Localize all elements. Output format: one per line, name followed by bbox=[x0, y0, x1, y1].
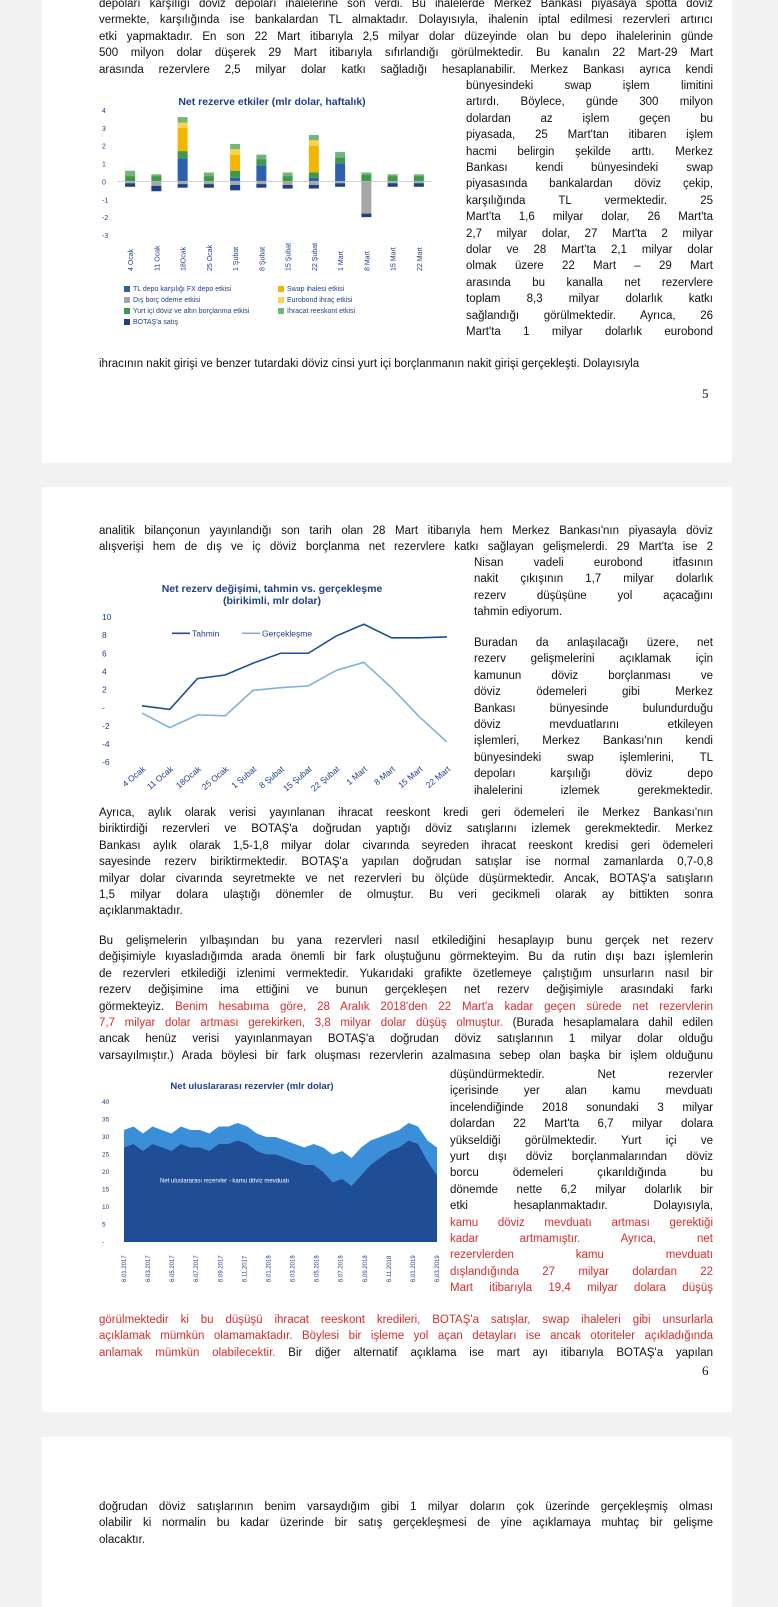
y-tick-label: 3 bbox=[102, 125, 106, 133]
bar-segment bbox=[309, 173, 319, 178]
text-line: toplam 8,3 milyar dolarlık katkı bbox=[466, 293, 713, 306]
bar-segment bbox=[361, 174, 371, 181]
text-line: biriktirdiği rezervleri ve BOTAŞ'a doğrudan yaptığı döviz satışlarını izlemek gerekmektedir. Merkez bbox=[99, 823, 713, 836]
x-tick-label: 4 Ocak bbox=[128, 248, 136, 271]
bar-segment bbox=[256, 165, 266, 181]
text-line: olmak üzere 22 Mart – 29 Mart bbox=[466, 260, 713, 273]
text-line: doğrudan döviz satışlarının benim varsaydığım gibi 1 milyar doların çok üzerinde gerçekleşmiş olması bbox=[99, 1501, 713, 1513]
bar-segment bbox=[230, 155, 240, 171]
page6-right-column-c bbox=[450, 1067, 713, 1297]
bar-segment bbox=[230, 181, 240, 185]
x-tick-label: 1 Mart bbox=[344, 763, 370, 788]
x-tick-label: 15 Mart bbox=[396, 763, 425, 791]
legend-swatch bbox=[278, 308, 284, 314]
text-line: Mart itibarıyla 19,4 milyar dolara düşüş bbox=[450, 1282, 713, 1295]
bar-segment bbox=[335, 164, 345, 182]
page-6 bbox=[42, 487, 732, 1412]
page6-right-column-a bbox=[474, 555, 713, 621]
text-line: depoları karşılığı döviz depoları ihalelerine son verdi. Bu ihalelerde Merkez Bankası piyasaya spotta döviz bbox=[99, 0, 713, 10]
text-line: kadar artmamıştır. Ayrıca, net bbox=[450, 1233, 713, 1246]
text-line: 2,7 milyar dolar, 27 Mart'ta 2 milyar bbox=[466, 227, 713, 240]
x-tick-label: 18Ocak bbox=[180, 246, 188, 271]
legend-swatch bbox=[278, 286, 284, 292]
x-tick-label: 1 Şubat bbox=[229, 763, 259, 791]
x-tick-label: 6.01.2018 bbox=[266, 1255, 273, 1282]
bar-segment bbox=[125, 171, 135, 176]
text-line: dışlandığında 27 milyar dolardan 22 bbox=[450, 1265, 713, 1278]
page-number: 5 bbox=[702, 386, 709, 401]
text-line: rezerv gelişmelerini açıklamak için bbox=[474, 653, 713, 666]
x-tick-label: 6.01.2017 bbox=[122, 1255, 128, 1282]
text-line: alışverişi hem de dış ve iç döviz borçlanma net rezervlere katkı sağlayan gelişmelerdi. 29 Mart'ta ise 2 bbox=[99, 541, 713, 554]
text-line: yükseldiği görülmektedir. Yurt içi ve bbox=[450, 1134, 713, 1147]
text-fragment: Bir diğer alternatif açıklama ise mart ayı itibarıyla BOTAŞ'a yapılan bbox=[275, 1346, 713, 1359]
x-tick-label: 6.09.2018 bbox=[362, 1255, 369, 1282]
bar-segment bbox=[414, 176, 424, 181]
bar-segment bbox=[178, 181, 188, 184]
y-tick-label: 4 bbox=[102, 108, 106, 115]
page6-paragraph-1 bbox=[99, 805, 713, 920]
y-tick-label: 20 bbox=[102, 1169, 110, 1176]
y-tick-label: 6 bbox=[102, 648, 107, 659]
bar-segment bbox=[283, 185, 293, 189]
text-line: ihracının nakit girişi ve benzer tutardaki döviz cinsi yurt içi borçlanmanın nakit girişi gerçekleşti. Dolayısıyla bbox=[99, 358, 640, 370]
text-line: döviz mevduatlarını etkileyen bbox=[474, 719, 713, 732]
legend-item bbox=[124, 317, 178, 329]
y-tick-label: 0 bbox=[102, 179, 106, 187]
text-line: Buradan da anlaşılacağı üzere, net bbox=[474, 637, 713, 649]
text-line: arasında rezervlere 2,5 milyar dolar katkı sağladığı hesaplanabilir. Merkez Bankası ayrıca kendi bbox=[99, 63, 713, 76]
text-line bbox=[99, 1015, 713, 1031]
page6-paragraph-2 bbox=[99, 933, 713, 1064]
x-tick-label: 6.07.2018 bbox=[338, 1255, 345, 1282]
text-line: dolar ve 28 Mart'ta 2,1 milyar dolar bbox=[466, 244, 713, 257]
x-tick-label: 15 Şubat bbox=[281, 763, 314, 794]
chart2-title-line: Net rezerv değişimi, tahmin vs. gerçekleşme bbox=[161, 583, 383, 595]
text-line: Ayrıca, aylık olarak verisi yayınlanan ihracat reeskont kredi geri ödemeleri ile Merkez Bankası'nın bbox=[99, 807, 713, 819]
text-fragment: Benim hesabıma göre, 28 Aralık 2018'den 22 Mart'a kadar geçen sürede net rezervlerin bbox=[175, 1000, 713, 1013]
bar-segment bbox=[388, 176, 398, 181]
legend-label: İhracat reeskont etkisi bbox=[287, 308, 356, 315]
legend-label: BOTAŞ'a satış bbox=[133, 319, 179, 326]
chart3-title: Net uluslararası rezervler (mlr dolar) bbox=[170, 1081, 334, 1092]
bar-segment bbox=[256, 159, 266, 165]
y-tick-label: -3 bbox=[102, 233, 109, 240]
bar-segment bbox=[178, 117, 188, 122]
x-tick-label: 22 Şubat bbox=[311, 242, 319, 271]
bar-segment bbox=[151, 181, 161, 185]
area-label-net: Net uluslararası rezervler - kamu döviz mevduatı bbox=[160, 1178, 290, 1185]
y-tick-label: 40 bbox=[102, 1099, 110, 1106]
bar-segment bbox=[335, 157, 345, 163]
y-tick-label: 4 bbox=[102, 666, 107, 677]
bar-segment bbox=[283, 181, 293, 185]
text-line: yurt dışı döviz borçlanmalarından döviz bbox=[450, 1151, 713, 1164]
text-line: rezerv değişimine ima ettiğini ve bunun gerçekleşen net rezerv değişimiyle arasındaki farkı bbox=[99, 984, 713, 997]
legend-item bbox=[278, 306, 355, 318]
y-tick-label: 35 bbox=[102, 1116, 110, 1124]
bar-segment bbox=[309, 185, 319, 189]
text-fragment: 7,7 milyar dolar artması gerekirken, 3,8 milyar dolar düşüş olmuştur. bbox=[99, 1017, 503, 1030]
text-line: açıklamak mümkün olamamaktadır. Böylesi bir işleme yol açan detayları ise ancak otoriteler açıkladığında bbox=[99, 1330, 713, 1343]
text-line: işlemleri, Merkez Bankası'nın kendi bbox=[474, 735, 713, 748]
bar-segment bbox=[256, 181, 266, 184]
text-fragment: anlamak mümkün olabilecektir. bbox=[99, 1346, 276, 1359]
text-line: varsayılmıştır.) Arada böylesi bir fark oluşması rezervlerin azalmasına sebep olan başka bir işlem olduğunu bbox=[99, 1049, 713, 1062]
bar-segment bbox=[151, 176, 161, 181]
text-fragment: (Burada hesaplamalara dahil edilen bbox=[503, 1017, 713, 1030]
bar-segment bbox=[178, 123, 188, 128]
text-line: rezervlerden kamu mevduatı bbox=[450, 1249, 713, 1262]
page5-top-paragraph bbox=[99, 0, 713, 78]
bar-segment bbox=[361, 214, 371, 218]
bar-segment bbox=[125, 176, 135, 181]
text-line: dolardan 22 Mart'ta 6,7 milyar dolara bbox=[450, 1118, 713, 1131]
text-line: borcu ödemeleri çıkarıldığında bu bbox=[450, 1167, 713, 1180]
text-line: rezerv düşüşüne yol açacağını bbox=[474, 589, 713, 602]
bar-segment bbox=[230, 149, 240, 154]
text-line: piyasada, 25 Mart'tan itibaren işlem bbox=[466, 129, 713, 142]
y-tick-label: - bbox=[102, 1239, 105, 1246]
bar-segment bbox=[178, 151, 188, 158]
page5-right-column bbox=[466, 78, 713, 341]
area-label-kamu: Kamu döviz mevduatı bbox=[317, 1122, 375, 1129]
x-tick-label: 6.01.2019 bbox=[410, 1255, 417, 1282]
bar-segment bbox=[204, 184, 214, 188]
text-line: Bankası aylık olarak 1,5-1,8 milyar dolar civarında seyreden ihracat reeskont kredisi geri ödemeleri bbox=[99, 839, 713, 852]
x-tick-label: 6.05.2018 bbox=[314, 1255, 321, 1282]
x-tick-label: 4 Ocak bbox=[120, 763, 148, 789]
text-line: dönemde nette 6,2 milyar dolarlık bir bbox=[450, 1183, 713, 1196]
bar-segment bbox=[230, 178, 240, 182]
legend-label: Eurobond ihraç etkisi bbox=[287, 297, 353, 304]
x-tick-label: 6.07.2017 bbox=[194, 1255, 201, 1282]
x-tick-label: 8 Şubat bbox=[257, 763, 286, 791]
text-line: döviz ödemeleri gibi Merkez bbox=[474, 686, 713, 699]
bar-segment bbox=[230, 185, 240, 190]
bar-segment bbox=[309, 146, 319, 173]
text-fragment: görmekteyiz. bbox=[99, 1000, 176, 1013]
bar-segment bbox=[388, 174, 398, 176]
y-tick-label: -2 bbox=[102, 720, 110, 731]
y-tick-label: 2 bbox=[102, 684, 107, 695]
chart3-area-chart bbox=[102, 1097, 442, 1297]
text-line bbox=[99, 999, 713, 1015]
bar-segment bbox=[361, 181, 371, 213]
bar-segment bbox=[204, 176, 214, 181]
page6-right-column-b bbox=[474, 635, 713, 799]
y-tick-label: 2 bbox=[102, 143, 106, 151]
legend-label: Dış borç ödeme etkisi bbox=[133, 297, 201, 304]
x-tick-label: 6.11.2017 bbox=[242, 1255, 249, 1282]
x-tick-label: 6.03.2017 bbox=[146, 1255, 153, 1282]
x-tick-label: 1 Şubat bbox=[233, 246, 241, 271]
y-tick-label: 30 bbox=[102, 1134, 110, 1141]
chart1-title: Net rezerve etkiler (mlr dolar, haftalık) bbox=[178, 96, 366, 108]
x-tick-label: 8 Mart bbox=[371, 763, 397, 788]
page-5 bbox=[42, 0, 732, 463]
text-line: bünyesindeki swap işlemlerini, TL bbox=[474, 751, 713, 764]
text-line: içerisinde yer alan kamu mevduatı bbox=[450, 1085, 713, 1098]
text-line: Bankası bünyesinde bulundurduğu bbox=[474, 702, 713, 715]
text-line: Bu gelişmelerin yılbaşından bu yana rezervleri nasıl etkilediğini hesaplayıp bunu gerçek net rezerv bbox=[99, 935, 713, 947]
y-tick-label: -6 bbox=[102, 757, 110, 767]
bar-segment bbox=[283, 176, 293, 181]
x-tick-label: 8 Mart bbox=[364, 251, 372, 271]
text-line: de rezervleri etkilediği izlenimi vermektedir. Yukarıdaki grafikte özetlemeye çalıştığım unsurların nasıl bir bbox=[99, 967, 713, 980]
text-line: analitik bilançonun yayınlandığı son tarih olan 28 Mart itibarıyla hem Merkez Bankası'nın piyasayla döviz bbox=[99, 525, 713, 537]
page7-paragraph bbox=[99, 1499, 713, 1548]
x-tick-label: 22 Mart bbox=[423, 763, 453, 791]
bar-segment bbox=[230, 144, 240, 149]
bar-segment bbox=[309, 181, 319, 185]
text-line: tahmin ediyorum. bbox=[474, 606, 563, 619]
bar-segment bbox=[256, 184, 266, 188]
x-tick-label: 6.11.2018 bbox=[386, 1255, 393, 1282]
bar-segment bbox=[204, 173, 214, 177]
text-line: 500 milyon dolar düşerek 29 Mart itibarıyla sıfırlandığı görülmektedir. Bu kanalın 22 Mart-29 Mart bbox=[99, 47, 713, 60]
text-line: arasında bu kanalla net rezervlere bbox=[466, 276, 713, 289]
text-line bbox=[99, 1345, 713, 1361]
text-line: olacaktır. bbox=[99, 1533, 146, 1546]
bar-segment bbox=[335, 152, 345, 157]
legend-label: Swap ihalesi etkisi bbox=[287, 286, 345, 293]
text-line: düşündürmektedir. Net rezervler bbox=[450, 1069, 713, 1081]
y-tick-label: 15 bbox=[102, 1186, 110, 1194]
x-tick-label: 6.03.2018 bbox=[290, 1255, 297, 1282]
legend-label: Tahmin bbox=[192, 628, 220, 639]
x-tick-label: 25 Ocak bbox=[199, 763, 231, 792]
bar-segment bbox=[151, 186, 161, 191]
text-line: 1,5 milyar dolara ulaştığı dönemler de olmuştur. Bu veri gecikmeli olarak ay bittikten sonra bbox=[99, 889, 713, 902]
bar-segment bbox=[414, 183, 424, 187]
text-line: nakit çıkışının 1,7 milyar dolarlık bbox=[474, 573, 713, 586]
x-tick-label: 1 Mart bbox=[338, 251, 346, 271]
bar-segment bbox=[309, 135, 319, 140]
text-line: sağlandığı görülmektedir. Ayrıca, 26 bbox=[466, 309, 713, 322]
page6-top-paragraph bbox=[99, 523, 713, 556]
text-line: sayesinde rezerv biriktirmektedir. BOTAŞ'a yapılan doğrudan satışlar ise normal zamanlarda 0,7-0,8 bbox=[99, 856, 713, 869]
text-line: Bankası kendi bünyesindeki swap bbox=[466, 162, 713, 175]
legend-label: Gerçekleşme bbox=[262, 628, 313, 639]
text-line: piyasasında bankalardan döviz çekip, bbox=[466, 178, 713, 191]
text-line: milyar dolar civarında seyretmekte ve net rezervleri bu ölçüde düşürmektedir. Ancak, BOTAŞ'a satışların bbox=[99, 872, 713, 885]
text-line: kamu döviz mevduatı artması gerektiği bbox=[450, 1216, 713, 1229]
bar-segment bbox=[414, 174, 424, 176]
x-tick-label: 6.03.2019 bbox=[435, 1255, 441, 1282]
bar-segment bbox=[256, 155, 266, 159]
text-line: ancak henüz verisi yayınlanmayan BOTAŞ'a doğrudan döviz satışlarının 1 milyar dolar olduğu bbox=[99, 1033, 713, 1046]
legend-swatch bbox=[278, 297, 284, 303]
bar-segment bbox=[178, 128, 188, 151]
text-line: etki yapmaktadır. En son 22 Mart itibarıyla 2,5 milyar dolar düzeyinde olan bu depo ihalelerinin günde bbox=[99, 30, 713, 43]
legend-label: TL depo karşılığı FX depo etkisi bbox=[133, 286, 232, 293]
text-line: karşılığında TL vermektedir. 25 bbox=[466, 194, 713, 207]
chart2-line-chart bbox=[102, 612, 482, 802]
y-tick-label: -2 bbox=[102, 215, 109, 223]
y-tick-label: 10 bbox=[102, 612, 112, 622]
page5-bottom-line bbox=[99, 356, 713, 372]
x-tick-label: 25 Ocak bbox=[206, 244, 214, 271]
page-7 bbox=[42, 1437, 732, 1607]
y-tick-label: 10 bbox=[102, 1204, 110, 1211]
text-line: görülmektedir ki bu düşüşü ihracat reeskont kredileri, BOTAŞ'a satışlar, swap ihaleleri gibi unsurlarla bbox=[99, 1314, 713, 1326]
x-tick-label: 22 Mart bbox=[416, 247, 424, 271]
text-line: bünyesindeki swap işlem limitini bbox=[466, 80, 713, 92]
x-tick-label: 18Ocak bbox=[173, 763, 203, 791]
chart2-title bbox=[142, 583, 402, 607]
bar-segment bbox=[335, 183, 345, 187]
legend-swatch bbox=[124, 319, 130, 325]
legend-swatch bbox=[124, 286, 130, 292]
text-line: değişimiyle kıyasladığımda arada önemli bir fark oluştuğunu görmekteyim. Bu da rutin dışı bazı işlemlerin bbox=[99, 951, 713, 964]
chart2-subtitle: (birikimli, mlr dolar) bbox=[222, 595, 322, 607]
y-tick-label: -4 bbox=[102, 738, 110, 749]
text-line: hacmi belirgin şekilde arttı. Merkez bbox=[466, 145, 713, 158]
x-tick-label: 6.09.2017 bbox=[218, 1255, 225, 1282]
y-tick-label: 1 bbox=[102, 161, 106, 169]
legend-swatch bbox=[124, 297, 130, 303]
text-line: incelendiğinde 2018 sonundaki 3 milyar bbox=[450, 1101, 713, 1114]
x-tick-label: 15 Mart bbox=[390, 247, 398, 271]
page-number: 6 bbox=[702, 1363, 709, 1378]
y-tick-label: 25 bbox=[102, 1151, 110, 1159]
bar-segment bbox=[361, 173, 371, 175]
bar-segment bbox=[309, 178, 319, 182]
x-tick-label: 22 Şubat bbox=[308, 763, 342, 794]
text-line: açıklanmaktadır. bbox=[99, 905, 183, 918]
text-line: dolardan az işlem geçen bu bbox=[466, 112, 713, 125]
text-line: kamunun döviz borçlanması ve bbox=[474, 669, 713, 682]
x-tick-label: 11 Ocak bbox=[144, 763, 176, 792]
text-line: Mart'ta 1 milyar dolarlık eurobond bbox=[466, 326, 713, 339]
y-tick-label: 5 bbox=[102, 1221, 106, 1229]
bar-segment bbox=[204, 181, 214, 184]
bar-segment bbox=[388, 183, 398, 187]
bar-segment bbox=[151, 174, 161, 176]
bar-segment bbox=[230, 171, 240, 178]
bar-segment bbox=[178, 184, 188, 188]
x-tick-label: 8 Şubat bbox=[259, 246, 267, 271]
text-line: Mart'ta 1,6 milyar dolar, 26 Mart'ta bbox=[466, 211, 713, 224]
bar-segment bbox=[309, 140, 319, 145]
x-tick-label: 6.05.2017 bbox=[170, 1255, 177, 1282]
y-tick-label: 8 bbox=[102, 630, 107, 641]
y-tick-label: - bbox=[102, 702, 105, 713]
x-tick-label: 11 Ocak bbox=[154, 245, 162, 271]
y-tick-label: -1 bbox=[102, 197, 109, 205]
legend-label: Yurt içi döviz ve altın borçlanma etkisi bbox=[133, 308, 250, 315]
x-tick-label: 15 Şubat bbox=[285, 242, 293, 271]
legend-swatch bbox=[124, 308, 130, 314]
text-line: etki hesaplanmaktadır. Dolayısıyla, bbox=[450, 1200, 713, 1213]
text-line: olabilir ki normalin bu kadar üzerinde bir satış gerçekleşmesi de yine açıklamaya muhtaç bir gelişme bbox=[99, 1517, 713, 1530]
text-line: depoları karşılığı döviz depo bbox=[474, 768, 713, 781]
bar-segment bbox=[283, 173, 293, 177]
text-line: Nisan vadeli eurobond itfasının bbox=[474, 557, 713, 569]
chart1-stacked-bars bbox=[102, 100, 462, 290]
bar-segment bbox=[178, 158, 188, 181]
series-line-gerçekleşme bbox=[142, 662, 447, 742]
bar-segment bbox=[125, 183, 135, 187]
text-line: vermekte, karşılığında ise bankalardan TL almaktadır. Dolayısıyla, ihalenin iptal edilmesi rezervleri artırıcı bbox=[99, 14, 713, 27]
text-line: ihalelerini izlemek gerekmektedir. bbox=[474, 784, 713, 797]
text-line: artırdı. Böylece, günde 300 milyon bbox=[466, 96, 713, 109]
page6-bottom-paragraph bbox=[99, 1312, 713, 1361]
